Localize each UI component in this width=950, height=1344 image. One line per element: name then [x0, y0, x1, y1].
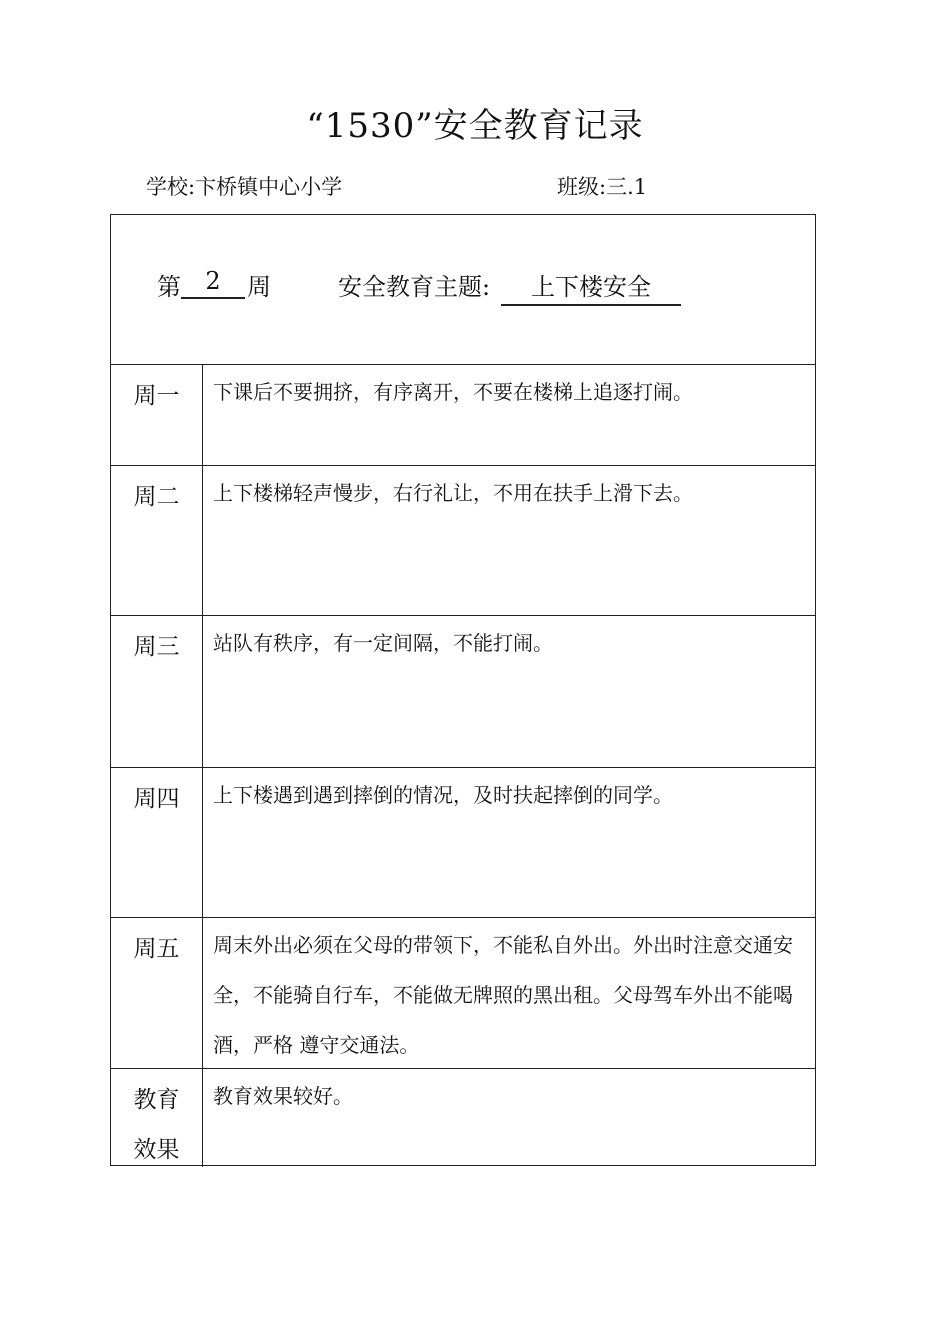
day-label: 周四 — [111, 768, 203, 917]
day-label: 教育效果 — [111, 1069, 203, 1167]
day-label: 周一 — [111, 365, 203, 465]
row-content: 站队有秩序，有一定间隔，不能打闹。 — [213, 631, 553, 655]
table-header — [111, 215, 815, 365]
week-number: 2 — [181, 267, 245, 299]
day-label: 周二 — [111, 466, 203, 615]
table-row — [111, 918, 815, 1069]
record-table — [110, 214, 816, 1166]
week-suffix: 周 — [247, 273, 271, 301]
table-row — [111, 466, 815, 616]
day-label: 周五 — [111, 918, 203, 1068]
school-label: 学校:卞桥镇中心小学 — [146, 175, 343, 199]
table-row — [111, 365, 815, 466]
row-content: 教育效果较好。 — [213, 1084, 353, 1108]
day-label: 周三 — [111, 616, 203, 767]
row-content: 周末外出必须在父母的带领下，不能私自外出。外出时注意交通安全，不能骑自行车，不能做无牌照的黑出租。父母驾车外出不能喝酒，严格 遵守交通法。 — [213, 933, 793, 1057]
class-label: 班级:三.1 — [557, 175, 648, 199]
week-prefix: 第 — [157, 273, 181, 301]
row-content: 下课后不要拥挤，有序离开，不要在楼梯上追逐打闹。 — [213, 380, 693, 404]
row-content: 上下楼梯轻声慢步，右行礼让，不用在扶手上滑下去。 — [213, 481, 693, 505]
table-row — [111, 1069, 815, 1167]
topic-value: 上下楼安全 — [501, 267, 681, 306]
row-content: 上下楼遇到遇到摔倒的情况，及时扶起摔倒的同学。 — [213, 783, 673, 807]
page-title: “1530”安全教育记录 — [306, 106, 644, 146]
table-row — [111, 768, 815, 918]
table-row — [111, 616, 815, 768]
topic-label: 安全教育主题: — [338, 273, 491, 301]
